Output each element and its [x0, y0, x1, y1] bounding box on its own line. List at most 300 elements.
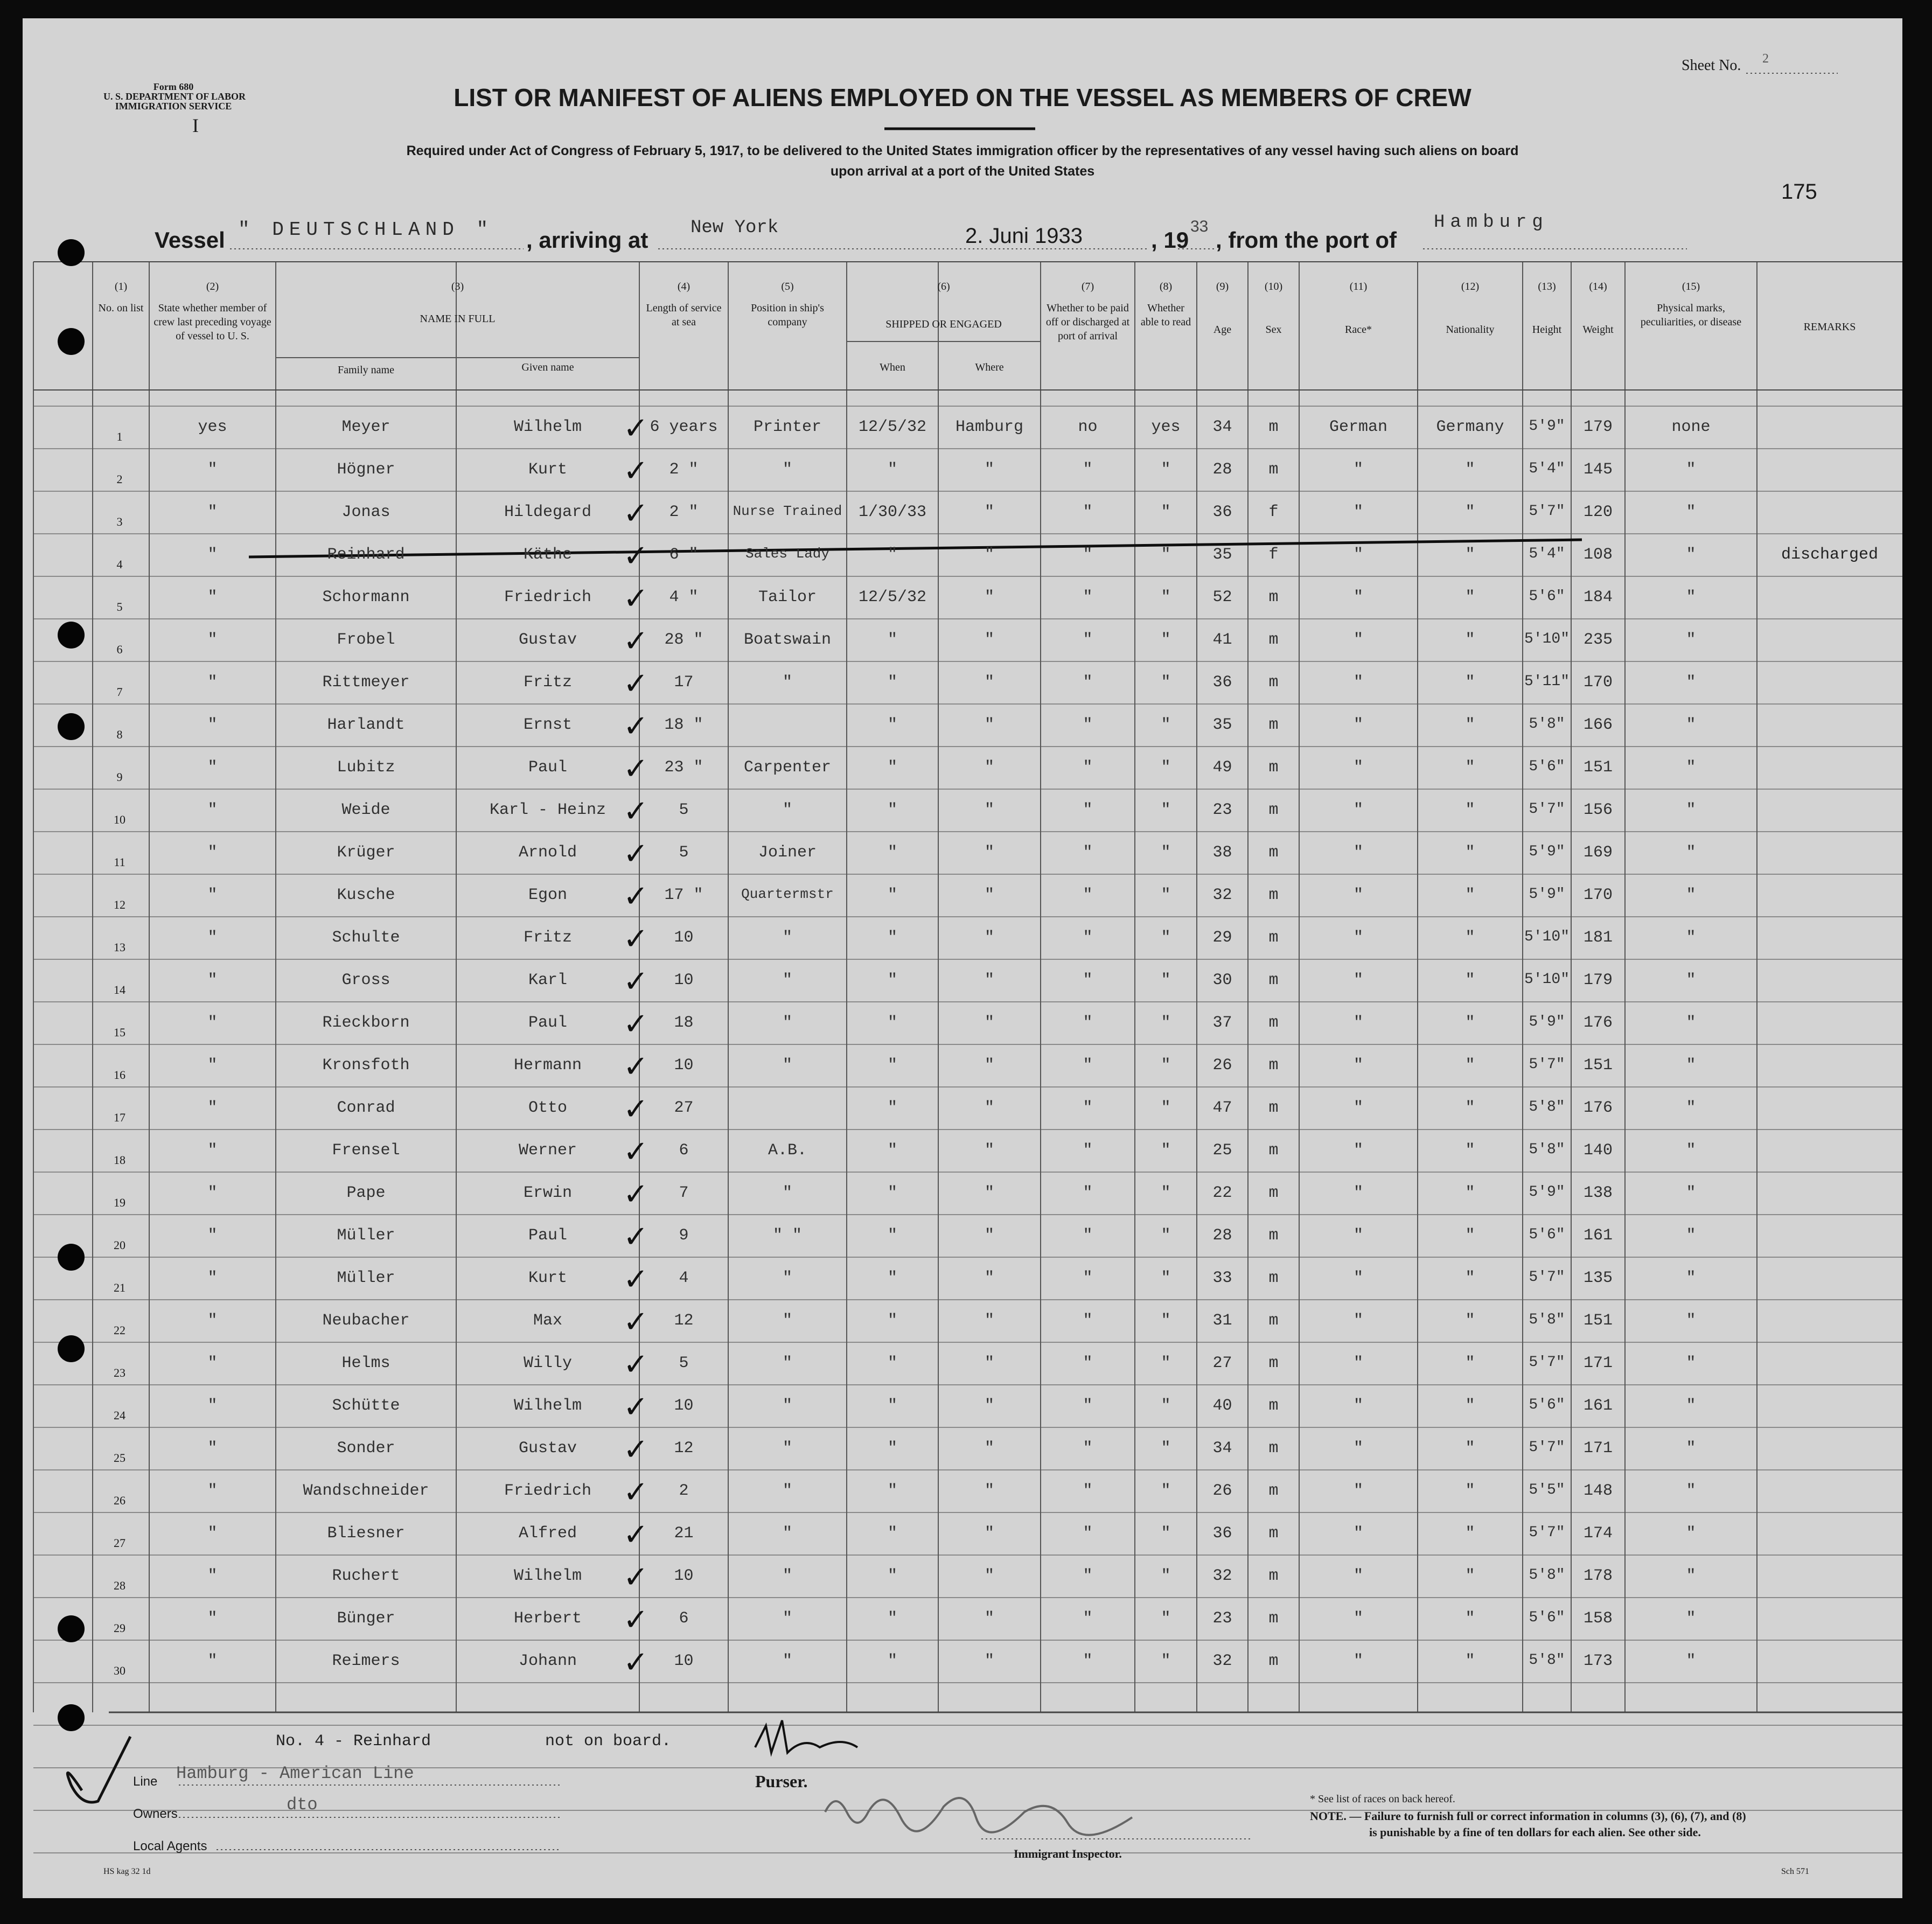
note-reinhard: No. 4 - Reinhard [276, 1732, 431, 1751]
row-9-check-mark: ✓ [623, 751, 648, 786]
punch-hole [58, 622, 85, 649]
row-22-nat: " [1465, 1312, 1475, 1330]
row-30-age: 32 [1212, 1652, 1232, 1670]
row-24-paid: " [1083, 1397, 1093, 1415]
header-shipped-number: (6) [937, 281, 950, 292]
row-6-check-mark: ✓ [623, 624, 648, 659]
row-10-no: 10 [114, 813, 125, 826]
row-21-weight: 135 [1583, 1269, 1613, 1287]
row-14-service: 10 [674, 971, 694, 989]
row-6-where: " [984, 631, 994, 649]
header-crew-number: (2) [206, 281, 219, 292]
row-19-nat: " [1465, 1184, 1475, 1202]
row-29-given: Herbert [513, 1609, 582, 1628]
row-4-height: 5'4" [1529, 546, 1565, 562]
subtitle-line2: upon arrival at a port of the United States [830, 164, 1095, 179]
row-8-given: Ernst [523, 716, 572, 734]
row-11-where: " [984, 844, 994, 862]
row-30-paid: " [1083, 1652, 1093, 1670]
row-5-given: Friedrich [504, 588, 592, 607]
row-20-position: " " [772, 1226, 802, 1245]
row-11-service: 5 [679, 844, 689, 862]
row-4-race: " [1353, 546, 1363, 564]
row-22-position: " [782, 1312, 792, 1330]
row-10-read: " [1161, 801, 1171, 819]
row-11-crew: " [207, 844, 218, 862]
races-note: * See list of races on back hereof. [1310, 1793, 1455, 1805]
row-1-read: yes [1151, 418, 1181, 436]
header-when: When [880, 361, 905, 373]
row-6-family: Frobel [337, 631, 395, 649]
row-16-crew: " [207, 1056, 218, 1075]
row-2-crew: " [207, 461, 218, 479]
row-14-paid: " [1083, 971, 1093, 989]
row-28-family: Ruchert [332, 1567, 400, 1585]
header-height: Height [1532, 324, 1562, 336]
row-18-position: A.B. [768, 1141, 807, 1160]
row-20-marks: " [1686, 1226, 1696, 1245]
row-23-weight: 171 [1583, 1354, 1613, 1372]
row-4-remarks: discharged [1781, 546, 1879, 564]
row-15-check-mark: ✓ [623, 1007, 648, 1042]
row-19-family: Pape [346, 1184, 386, 1202]
row-24-height: 5'6" [1529, 1397, 1565, 1413]
row-4-when: " [887, 546, 897, 564]
row-24-family: Schütte [332, 1397, 400, 1415]
row-30-given: Johann [518, 1652, 577, 1670]
row-22-given: Max [533, 1312, 562, 1330]
row-17-check-mark: ✓ [623, 1092, 648, 1127]
row-2-weight: 145 [1583, 461, 1613, 479]
row-7-when: " [887, 673, 897, 692]
row-9-marks: " [1686, 758, 1696, 777]
row-26-given: Friedrich [504, 1482, 592, 1500]
row-10-marks: " [1686, 801, 1696, 819]
row-15-no: 15 [114, 1026, 125, 1039]
row-8-race: " [1353, 716, 1363, 734]
row-10-service: 5 [679, 801, 689, 819]
row-1-race: German [1329, 418, 1388, 436]
row-12-no: 12 [114, 898, 125, 911]
header-given-name: Given name [521, 361, 574, 373]
row-23-service: 5 [679, 1354, 689, 1372]
row-8-service: 18 " [664, 716, 703, 734]
row-5-no: 5 [116, 600, 123, 614]
row-26-where: " [984, 1482, 994, 1500]
row-25-given: Gustav [518, 1439, 577, 1458]
header-read-number: (8) [1159, 281, 1173, 292]
row-19-check-mark: ✓ [623, 1177, 648, 1212]
row-9-where: " [984, 758, 994, 777]
sheet-label: Sheet No. [1682, 57, 1741, 74]
row-30-marks: " [1686, 1652, 1696, 1670]
row-27-sex: m [1268, 1524, 1279, 1543]
row-15-given: Paul [528, 1014, 567, 1032]
row-8-paid: " [1083, 716, 1093, 734]
row-30-weight: 173 [1583, 1652, 1613, 1670]
line-value: Hamburg - American Line [176, 1763, 414, 1783]
row-30-family: Reimers [332, 1652, 400, 1670]
row-14-age: 30 [1212, 971, 1232, 989]
row-1-crew: yes [198, 418, 227, 436]
sheet-value: 2 [1762, 52, 1769, 66]
row-16-position: " [782, 1056, 792, 1075]
row-23-where: " [984, 1354, 994, 1372]
row-15-family: Rieckborn [322, 1014, 410, 1032]
header-read: Whether able to read [1140, 302, 1191, 328]
row-9-nat: " [1465, 758, 1475, 777]
row-17-nat: " [1465, 1099, 1475, 1117]
row-14-given: Karl [528, 971, 567, 989]
row-7-nat: " [1465, 673, 1475, 692]
row-4-marks: " [1686, 546, 1696, 564]
row-25-where: " [984, 1439, 994, 1458]
row-23-nat: " [1465, 1354, 1475, 1372]
row-5-service: 4 " [669, 588, 699, 607]
row-23-given: Willy [523, 1354, 572, 1372]
row-6-no: 6 [116, 643, 123, 656]
row-10-sex: m [1268, 801, 1279, 819]
note-text-1: NOTE. — Failure to furnish full or correct information in columns (3), (6), (7), and (8) [1310, 1809, 1746, 1823]
row-29-when: " [887, 1609, 897, 1628]
row-4-check-mark: ✓ [623, 539, 648, 574]
row-27-read: " [1161, 1524, 1171, 1543]
row-30-race: " [1353, 1652, 1363, 1670]
row-7-check-mark: ✓ [623, 666, 648, 701]
row-30-check-mark: ✓ [623, 1645, 648, 1680]
row-20-service: 9 [679, 1226, 689, 1245]
row-22-sex: m [1268, 1312, 1279, 1330]
row-16-height: 5'7" [1529, 1056, 1565, 1073]
row-28-no: 28 [114, 1579, 125, 1592]
year-value: 33 [1190, 218, 1209, 235]
row-15-position: " [782, 1014, 792, 1032]
punch-hole [58, 1615, 85, 1642]
row-5-race: " [1353, 588, 1363, 607]
header-age-number: (9) [1216, 281, 1229, 292]
row-14-where: " [984, 971, 994, 989]
row-13-marks: " [1686, 929, 1696, 947]
row-5-marks: " [1686, 588, 1696, 607]
row-15-marks: " [1686, 1014, 1696, 1032]
row-26-read: " [1161, 1482, 1171, 1500]
row-20-sex: m [1268, 1226, 1279, 1245]
row-7-given: Fritz [523, 673, 572, 692]
row-6-age: 41 [1212, 631, 1232, 649]
row-9-height: 5'6" [1529, 758, 1565, 775]
row-1-given: Wilhelm [513, 418, 582, 436]
row-20-nat: " [1465, 1226, 1475, 1245]
row-22-service: 12 [674, 1312, 694, 1330]
row-9-weight: 151 [1583, 758, 1613, 777]
row-21-read: " [1161, 1269, 1171, 1287]
row-11-check-mark: ✓ [623, 836, 648, 872]
row-1-position: Printer [753, 418, 822, 436]
page-number: 175 [1781, 180, 1817, 204]
row-18-no: 18 [114, 1153, 125, 1167]
header-height-number: (13) [1538, 281, 1556, 292]
row-4-weight: 108 [1583, 546, 1613, 564]
row-19-position: " [782, 1184, 792, 1202]
row-24-age: 40 [1212, 1397, 1232, 1415]
page-title: LIST OR MANIFEST OF ALIENS EMPLOYED ON THE VESSEL AS MEMBERS OF CREW [454, 83, 1471, 111]
row-5-family: Schormann [322, 588, 410, 607]
row-4-where: " [984, 546, 994, 564]
row-3-given: Hildegard [504, 503, 592, 521]
row-2-sex: m [1268, 461, 1279, 479]
row-14-position: " [782, 971, 792, 989]
row-13-age: 29 [1212, 929, 1232, 947]
row-28-race: " [1353, 1567, 1363, 1585]
header-where: Where [975, 361, 1004, 373]
header-service-number: (4) [677, 281, 691, 292]
row-8-when: " [887, 716, 897, 734]
row-15-height: 5'9" [1529, 1014, 1565, 1030]
header-shipped: SHIPPED OR ENGAGED [885, 318, 1002, 330]
vessel-label: Vessel [155, 227, 225, 253]
row-28-paid: " [1083, 1567, 1093, 1585]
row-4-no: 4 [116, 557, 123, 571]
row-11-race: " [1353, 844, 1363, 862]
row-2-check-mark: ✓ [623, 454, 648, 489]
row-19-read: " [1161, 1184, 1171, 1202]
row-15-where: " [984, 1014, 994, 1032]
row-27-race: " [1353, 1524, 1363, 1543]
row-11-when: " [887, 844, 897, 862]
row-4-position: Sales Lady [745, 546, 830, 562]
row-22-no: 22 [114, 1323, 125, 1337]
row-5-height: 5'6" [1529, 588, 1565, 605]
row-28-nat: " [1465, 1567, 1475, 1585]
row-21-service: 4 [679, 1269, 689, 1287]
row-12-when: " [887, 886, 897, 904]
row-12-race: " [1353, 886, 1363, 904]
row-26-family: Wandschneider [303, 1482, 429, 1500]
row-25-sex: m [1268, 1439, 1279, 1458]
punch-hole [58, 713, 85, 740]
row-29-family: Bünger [337, 1609, 395, 1628]
row-8-crew: " [207, 716, 218, 734]
row-18-race: " [1353, 1141, 1363, 1160]
row-4-nat: " [1465, 546, 1475, 564]
arriving-value: New York [691, 218, 779, 238]
row-30-height: 5'8" [1529, 1652, 1565, 1669]
row-7-position: " [782, 673, 792, 692]
row-20-given: Paul [528, 1226, 567, 1245]
row-7-where: " [984, 673, 994, 692]
row-18-when: " [887, 1141, 897, 1160]
row-27-position: " [782, 1524, 792, 1543]
row-14-check-mark: ✓ [623, 964, 648, 999]
row-30-crew: " [207, 1652, 218, 1670]
row-22-family: Neubacher [322, 1312, 410, 1330]
row-29-nat: " [1465, 1609, 1475, 1628]
arriving-label: , arriving at [526, 227, 648, 253]
row-21-when: " [887, 1269, 897, 1287]
row-9-paid: " [1083, 758, 1093, 777]
row-21-sex: m [1268, 1269, 1279, 1287]
row-24-weight: 161 [1583, 1397, 1613, 1415]
row-29-crew: " [207, 1609, 218, 1628]
row-23-age: 27 [1212, 1354, 1232, 1372]
row-13-check-mark: ✓ [623, 922, 648, 957]
row-24-when: " [887, 1397, 897, 1415]
row-19-where: " [984, 1184, 994, 1202]
row-9-family: Lubitz [337, 758, 395, 777]
row-11-marks: " [1686, 844, 1696, 862]
row-7-crew: " [207, 673, 218, 692]
row-30-read: " [1161, 1652, 1171, 1670]
row-7-read: " [1161, 673, 1171, 692]
row-21-crew: " [207, 1269, 218, 1287]
row-26-position: " [782, 1482, 792, 1500]
row-24-race: " [1353, 1397, 1363, 1415]
row-13-sex: m [1268, 929, 1279, 947]
row-12-given: Egon [528, 886, 567, 904]
header-no-number: (1) [114, 281, 128, 292]
row-29-paid: " [1083, 1609, 1093, 1628]
row-1-nat: Germany [1436, 418, 1504, 436]
row-22-crew: " [207, 1312, 218, 1330]
row-3-race: " [1353, 503, 1363, 521]
row-21-family: Müller [337, 1269, 395, 1287]
row-28-where: " [984, 1567, 994, 1585]
arrival-date: 2. Juni 1933 [965, 224, 1083, 248]
row-23-sex: m [1268, 1354, 1279, 1372]
punch-hole [58, 1704, 85, 1731]
row-6-service: 28 " [664, 631, 703, 649]
header-family-name: Family name [338, 364, 394, 376]
header-race: Race* [1345, 324, 1372, 336]
row-17-marks: " [1686, 1099, 1696, 1117]
row-12-weight: 170 [1583, 886, 1613, 904]
row-13-where: " [984, 929, 994, 947]
row-13-race: " [1353, 929, 1363, 947]
row-26-weight: 148 [1583, 1482, 1613, 1500]
row-18-crew: " [207, 1141, 218, 1160]
row-24-position: " [782, 1397, 792, 1415]
row-12-position: Quartermstr [741, 886, 834, 902]
row-28-sex: m [1268, 1567, 1279, 1585]
row-10-race: " [1353, 801, 1363, 819]
row-12-paid: " [1083, 886, 1093, 904]
row-15-service: 18 [674, 1014, 694, 1032]
row-8-weight: 166 [1583, 716, 1613, 734]
row-5-where: " [984, 588, 994, 607]
row-24-no: 24 [114, 1409, 125, 1422]
row-21-position: " [782, 1269, 792, 1287]
header-position-number: (5) [781, 281, 794, 292]
row-23-height: 5'7" [1529, 1354, 1565, 1371]
row-25-check-mark: ✓ [623, 1432, 648, 1467]
row-1-paid: no [1078, 418, 1098, 436]
row-8-age: 35 [1212, 716, 1232, 734]
row-5-nat: " [1465, 588, 1475, 607]
row-21-given: Kurt [528, 1269, 567, 1287]
row-3-age: 36 [1212, 503, 1232, 521]
row-18-weight: 140 [1583, 1141, 1613, 1160]
row-25-paid: " [1083, 1439, 1093, 1458]
row-18-paid: " [1083, 1141, 1093, 1160]
row-15-nat: " [1465, 1014, 1475, 1032]
row-15-when: " [887, 1014, 897, 1032]
row-22-age: 31 [1212, 1312, 1232, 1330]
row-22-when: " [887, 1312, 897, 1330]
row-25-service: 12 [674, 1439, 694, 1458]
row-15-age: 37 [1212, 1014, 1232, 1032]
header-remarks: REMARKS [1803, 321, 1856, 333]
row-29-height: 5'6" [1529, 1609, 1565, 1626]
row-20-check-mark: ✓ [623, 1219, 648, 1254]
row-15-read: " [1161, 1014, 1171, 1032]
row-25-position: " [782, 1439, 792, 1458]
row-19-when: " [887, 1184, 897, 1202]
year-label: , 19 [1151, 227, 1189, 253]
row-13-read: " [1161, 929, 1171, 947]
row-2-race: " [1353, 461, 1363, 479]
row-2-paid: " [1083, 461, 1093, 479]
row-20-no: 20 [114, 1238, 125, 1252]
row-2-service: 2 " [669, 461, 699, 479]
row-15-paid: " [1083, 1014, 1093, 1032]
punch-hole [58, 239, 85, 266]
row-23-when: " [887, 1354, 897, 1372]
row-11-position: Joiner [758, 844, 817, 862]
row-29-marks: " [1686, 1609, 1696, 1628]
row-12-marks: " [1686, 886, 1696, 904]
row-25-when: " [887, 1439, 897, 1458]
row-6-weight: 235 [1583, 631, 1613, 649]
row-20-weight: 161 [1583, 1226, 1613, 1245]
row-2-age: 28 [1212, 461, 1232, 479]
row-19-marks: " [1686, 1184, 1696, 1202]
row-13-crew: " [207, 929, 218, 947]
row-27-height: 5'7" [1529, 1524, 1565, 1541]
row-11-weight: 169 [1583, 844, 1613, 862]
header-nationality: Nationality [1446, 324, 1495, 336]
row-14-family: Gross [341, 971, 390, 989]
row-16-weight: 151 [1583, 1056, 1613, 1075]
row-2-family: Högner [337, 461, 395, 479]
row-17-paid: " [1083, 1099, 1093, 1117]
row-9-race: " [1353, 758, 1363, 777]
row-12-nat: " [1465, 886, 1475, 904]
row-5-when: 12/5/32 [858, 588, 927, 607]
row-13-weight: 181 [1583, 929, 1613, 947]
row-16-service: 10 [674, 1056, 694, 1075]
row-7-family: Rittmeyer [322, 673, 410, 692]
row-12-read: " [1161, 886, 1171, 904]
row-17-family: Conrad [337, 1099, 395, 1117]
row-27-marks: " [1686, 1524, 1696, 1543]
row-23-no: 23 [114, 1366, 125, 1379]
row-17-given: Otto [528, 1099, 567, 1117]
row-28-service: 10 [674, 1567, 694, 1585]
row-19-height: 5'9" [1529, 1184, 1565, 1201]
row-19-paid: " [1083, 1184, 1093, 1202]
row-16-where: " [984, 1056, 994, 1075]
row-23-crew: " [207, 1354, 218, 1372]
row-23-marks: " [1686, 1354, 1696, 1372]
row-28-weight: 178 [1583, 1567, 1613, 1585]
sch-code: Sch 571 [1781, 1867, 1809, 1876]
row-18-height: 5'8" [1529, 1141, 1565, 1158]
row-11-no: 11 [114, 855, 125, 869]
row-4-given: Käthe [523, 546, 572, 564]
row-12-check-mark: ✓ [623, 879, 648, 914]
row-6-position: Boatswain [743, 631, 832, 649]
row-23-position: " [782, 1354, 792, 1372]
